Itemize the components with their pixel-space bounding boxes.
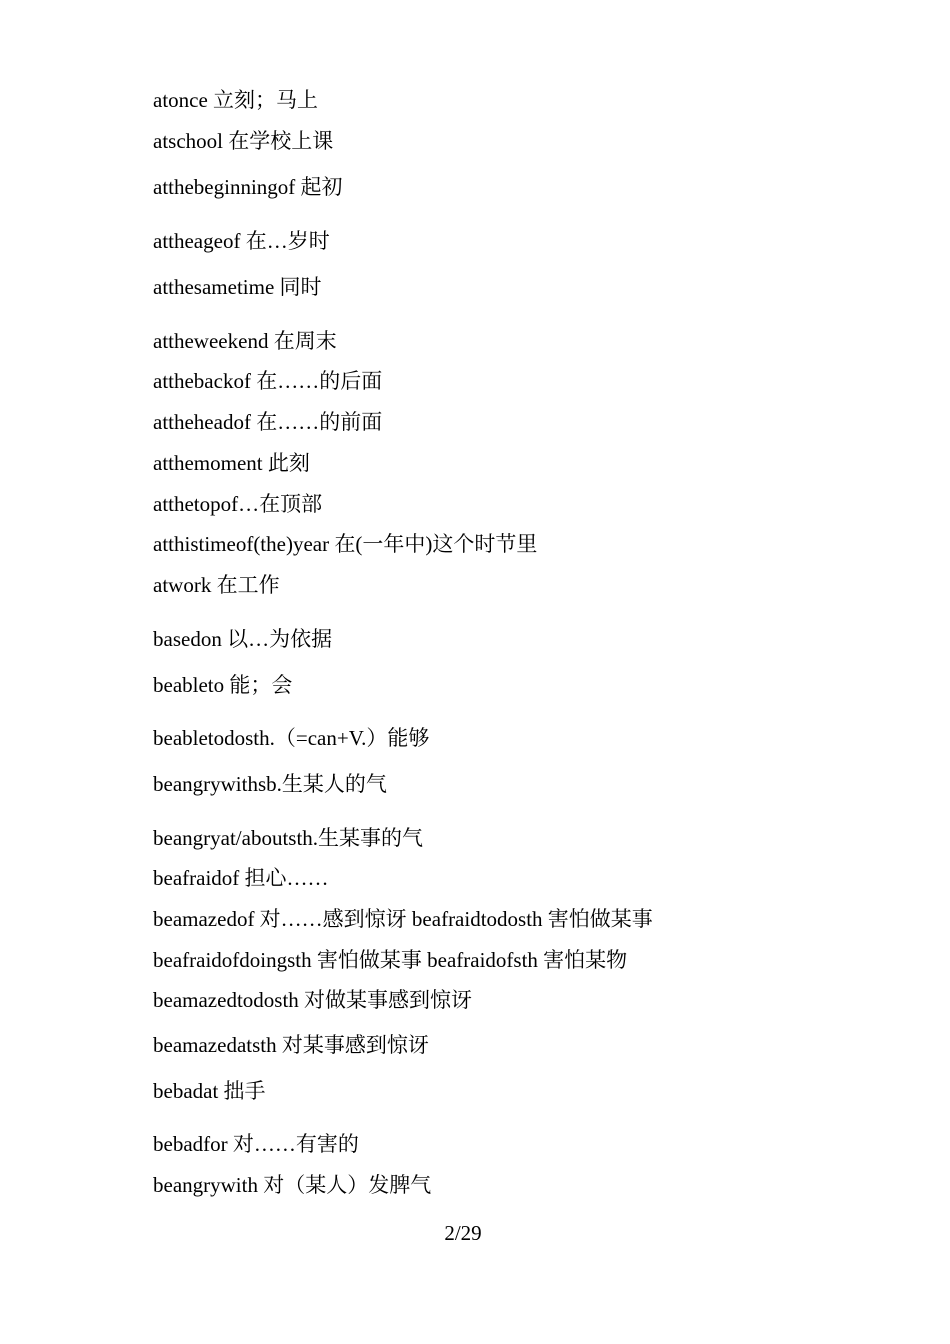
- phrase-entry: beafraidof 担心……: [153, 866, 329, 890]
- phrase-entry: beableto 能；会: [153, 673, 293, 697]
- phrase-entry: attheheadof 在……的前面: [153, 410, 383, 434]
- page-number: 2/29: [444, 1221, 482, 1245]
- phrase-entry: basedon 以…为依据: [153, 627, 333, 651]
- phrase-entry: atthebackof 在……的后面: [153, 369, 383, 393]
- phrase-entry: atonce 立刻；马上: [153, 88, 319, 112]
- phrase-entry: beangrywithsb.生某人的气: [153, 772, 387, 796]
- phrase-entry: beangryat/aboutsth.生某事的气: [153, 826, 424, 850]
- phrase-entry: bebadat 拙手: [153, 1079, 266, 1103]
- phrase-entry: beamazedtodosth 对做某事感到惊讶: [153, 988, 473, 1012]
- phrase-entry: atthebeginningof 起初: [153, 175, 343, 199]
- phrase-entry: atthetopof…在顶部: [153, 492, 323, 516]
- phrase-entry: atthesametime 同时: [153, 275, 322, 299]
- phrase-entry: attheageof 在…岁时: [153, 229, 330, 253]
- phrase-entry: atthemoment 此刻: [153, 451, 310, 475]
- phrase-entry: beamazedatsth 对某事感到惊讶: [153, 1033, 429, 1057]
- phrase-entry: beafraidofdoingsth 害怕做某事 beafraidofsth 害怕某物: [153, 948, 628, 972]
- phrase-entry: atschool 在学校上课: [153, 129, 334, 153]
- phrase-entry: beabletodosth.（=can+V.）能够: [153, 726, 430, 750]
- phrase-entry: attheweekend 在周末: [153, 329, 337, 353]
- phrase-entry: atthistimeof(the)year 在(一年中)这个时节里: [153, 532, 538, 556]
- phrase-entry: beangrywith 对（某人）发脾气: [153, 1173, 432, 1197]
- phrase-entry: bebadfor 对……有害的: [153, 1132, 359, 1156]
- phrase-entry: atwork 在工作: [153, 573, 280, 597]
- phrase-entry: beamazedof 对……感到惊讶 beafraidtodosth 害怕做某事: [153, 907, 653, 931]
